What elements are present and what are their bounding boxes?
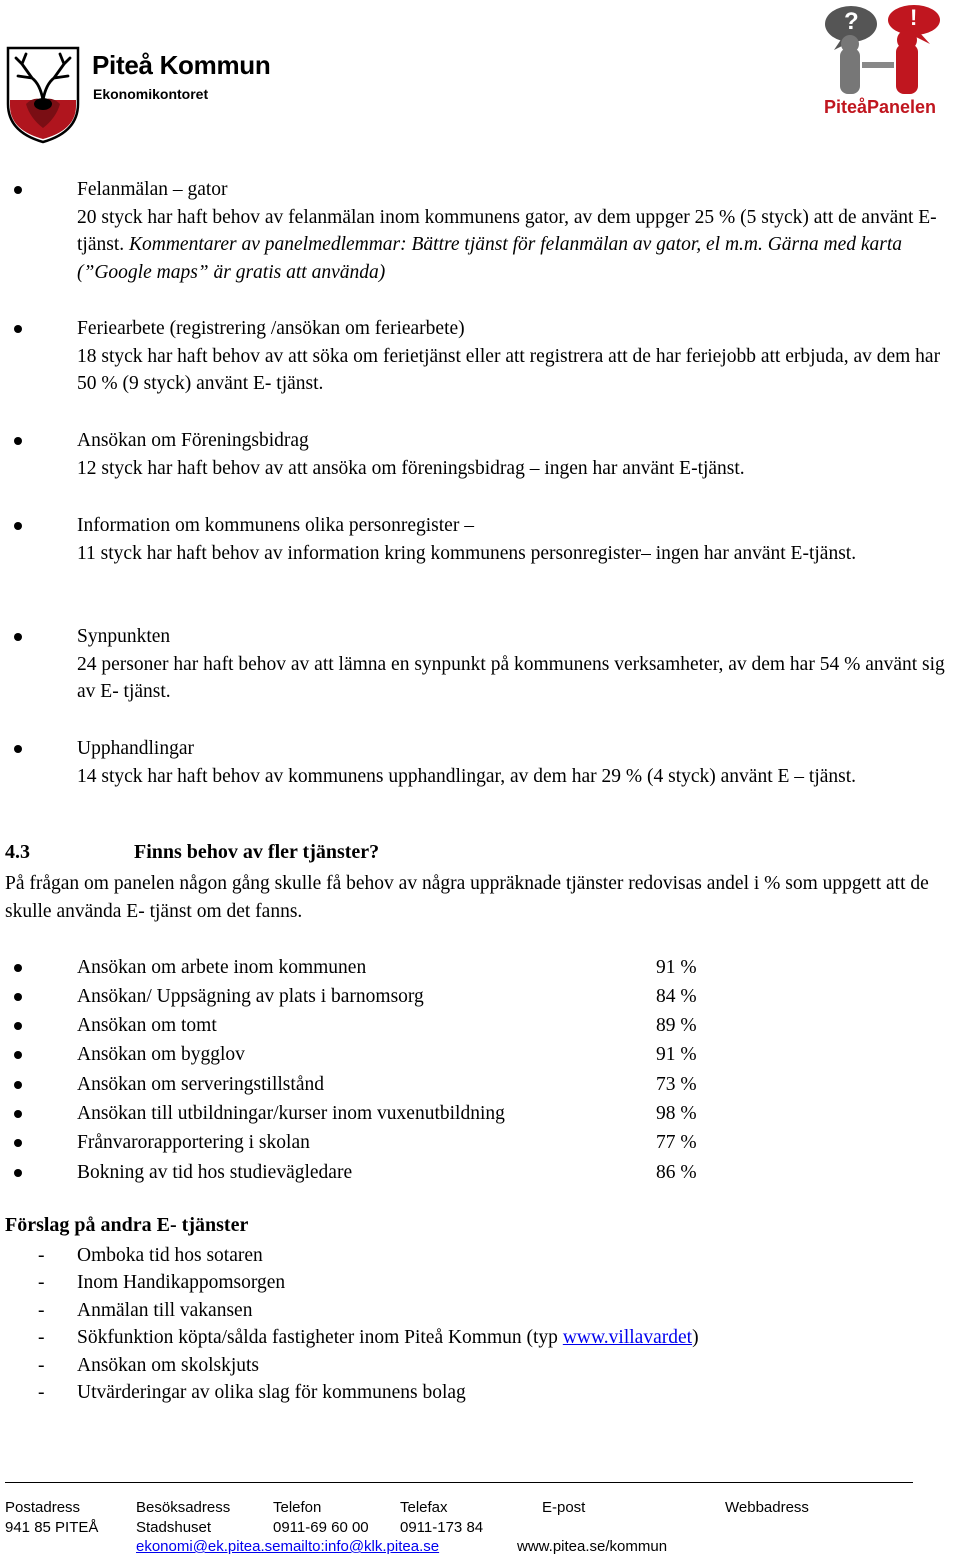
section-number: 4.3 [5, 841, 30, 863]
footer-value: Stadshuset [136, 1518, 212, 1536]
service-block [77, 512, 953, 567]
footer-email-link[interactable]: ekonomi@ek.pitea.semailto:info@klk.pitea.se [136, 1538, 440, 1555]
desired-service-percent: 91 % [656, 1044, 697, 1065]
villavardet-link[interactable]: www.villavardet [562, 1327, 693, 1348]
footer-label: Postadress [5, 1499, 81, 1516]
suggestion-item: Utvärderingar av olika slag för kommunens bolag [77, 1382, 466, 1403]
service-block [77, 176, 953, 286]
desired-service-percent: 91 % [656, 957, 697, 978]
service-body: 14 styck har haft behov av kommunens upphandlingar, av dem har 29 % (4 styck) använt E – tjänst. [77, 765, 857, 787]
bullet-icon [14, 1139, 22, 1147]
desired-service-percent: 77 % [656, 1132, 697, 1153]
footer-divider [5, 1482, 913, 1483]
service-body: 18 styck har haft behov av att söka om ferietjänst eller att registrera att de har feriejobb att erbjuda, av dem har 50 % (9 styck) använt E- tjänst. [77, 345, 941, 394]
desired-service-percent: 73 % [656, 1074, 697, 1095]
bullet-icon [14, 745, 22, 753]
organization-name: Piteå Kommun [92, 50, 271, 80]
desired-service-percent: 89 % [656, 1015, 697, 1036]
dash-marker: - [38, 1355, 45, 1376]
suggestion-item: Omboka tid hos sotaren [77, 1245, 263, 1266]
desired-service-label: Ansökan/ Uppsägning av plats i barnomsorg [77, 986, 424, 1007]
footer-value: 0911-173 84 [400, 1518, 484, 1536]
footer-label: Besöksadress [136, 1499, 231, 1516]
bullet-icon [14, 186, 22, 194]
service-body: 24 personer har haft behov av att lämna en synpunkt på kommunens verksamheter, av dem har 54 % använt sig av E- tjänst. [77, 653, 945, 702]
suggestions-heading: Förslag på andra E- tjänster [5, 1214, 249, 1236]
footer-visit [136, 1498, 230, 1537]
footer-web-value: www.pitea.se/kommun [517, 1538, 668, 1555]
section-heading [5, 841, 379, 864]
suggestion-item: Ansökan om skolskjuts [77, 1355, 260, 1376]
service-body: 11 styck har haft behov av information kring kommunens personregister– ingen har använt E-tjänst. [77, 542, 857, 564]
bullet-icon [14, 633, 22, 641]
desired-service-label: Ansökan om arbete inom kommunen [77, 957, 367, 978]
dash-marker: - [38, 1272, 45, 1293]
department-name: Ekonomikontoret [93, 86, 209, 102]
desired-service-percent: 86 % [656, 1162, 697, 1183]
service-body: 12 styck har haft behov av att ansöka om föreningsbidrag – ingen har använt E-tjänst. [77, 457, 745, 479]
desired-service-label: Ansökan till utbildningar/kurser inom vuxenutbildning [77, 1103, 505, 1124]
municipality-coat-of-arms-logo [4, 44, 82, 144]
desired-service-label: Bokning av tid hos studievägledare [77, 1162, 353, 1183]
footer-label: Telefon [273, 1499, 322, 1516]
service-block [77, 623, 953, 706]
service-body: 20 styck har haft behov av felanmälan inom kommunens gator, av dem uppger 25 % (5 styck) att de använt E- tjänst. Kommentarer av panelmedlemmar: Bättre tjänst för felanmälan av gator, el m.m. Gärna med karta (”Google maps” är gratis att använda) [77, 206, 937, 283]
footer-label: Telefax [400, 1499, 448, 1516]
panel-name: PiteåPanelen [824, 97, 937, 117]
bullet-icon [14, 1081, 22, 1089]
dash-marker: - [38, 1300, 45, 1321]
suggestion-item: Sökfunktion köpta/sålda fastigheter inom Piteå Kommun (typ www.villavardet) [77, 1327, 699, 1348]
footer-email-label: E-post [542, 1499, 586, 1516]
bullet-icon [14, 1022, 22, 1030]
footer-value: 0911-69 60 00 [273, 1518, 369, 1536]
service-title: Feriearbete (registrering /ansökan om feriearbete) [77, 318, 465, 339]
bullet-icon [14, 522, 22, 530]
service-block [77, 427, 953, 482]
desired-service-label: Ansökan om serveringstillstånd [77, 1074, 324, 1095]
footer-value: 941 85 PITEÅ [5, 1518, 99, 1536]
service-title: Synpunkten [77, 626, 171, 647]
service-block [77, 315, 953, 398]
service-title: Information om kommunens olika personregister – [77, 515, 474, 536]
desired-service-label: Frånvarorapportering i skolan [77, 1132, 310, 1153]
bullet-icon [14, 325, 22, 333]
bullet-icon [14, 993, 22, 1001]
desired-service-percent: 84 % [656, 986, 697, 1007]
suggestion-item: Inom Handikappomsorgen [77, 1272, 286, 1293]
bullet-icon [14, 964, 22, 972]
footer-phone [273, 1498, 369, 1537]
service-block [77, 735, 953, 790]
question-mark-glyph: ? [844, 8, 859, 35]
service-title: Ansökan om Föreningsbidrag [77, 430, 309, 451]
panel-comment: Kommentarer av panelmedlemmar: Bättre tjänst för felanmälan av gator, el m.m. Gärna med karta (”Google maps” är gratis att använda) [77, 234, 903, 283]
desired-service-label: Ansökan om tomt [77, 1015, 217, 1036]
dash-marker: - [38, 1327, 45, 1348]
dash-marker: - [38, 1382, 45, 1403]
footer-postal [5, 1498, 98, 1537]
dash-marker: - [38, 1245, 45, 1266]
bullet-icon [14, 1169, 22, 1177]
desired-service-label: Ansökan om bygglov [77, 1044, 245, 1065]
exclamation-mark-glyph: ! [910, 5, 918, 30]
service-title: Felanmälan – gator [77, 179, 228, 200]
section-intro: På frågan om panelen någon gång skulle få behov av några uppräknade tjänster redovisas andel i % som uppgett att de skulle använda E- tjänst om det fanns. [5, 873, 929, 922]
footer-web-label: Webbadress [725, 1499, 809, 1516]
footer-fax [400, 1498, 483, 1537]
bullet-icon [14, 1051, 22, 1059]
bullet-icon [14, 1110, 22, 1118]
section-title: Finns behov av fler tjänster? [134, 841, 380, 863]
bullet-icon [14, 437, 22, 445]
service-title: Upphandlingar [77, 738, 194, 759]
desired-service-percent: 98 % [656, 1103, 697, 1124]
suggestion-item: Anmälan till vakansen [77, 1300, 253, 1321]
